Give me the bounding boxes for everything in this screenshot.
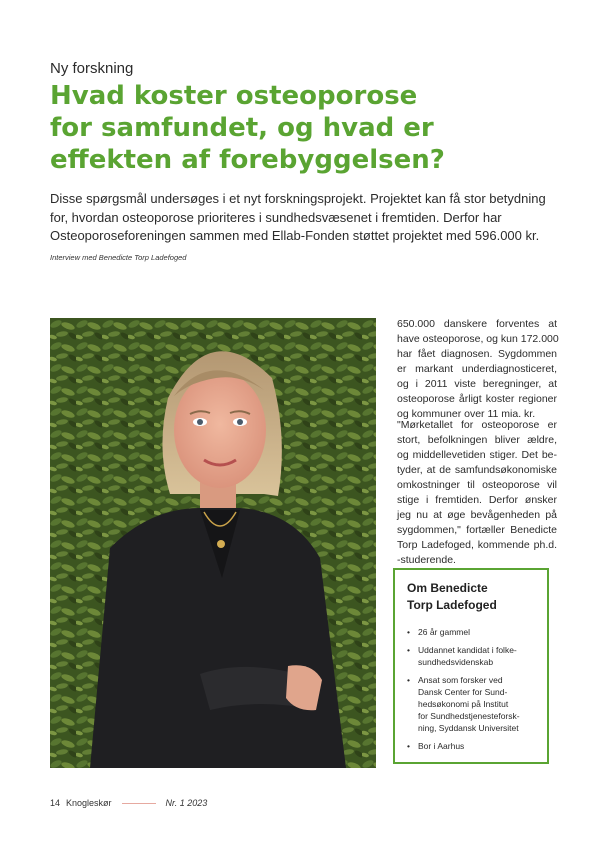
text-line: have osteoporose, og kun 172.000 xyxy=(397,333,559,345)
article-lead xyxy=(50,190,555,246)
info-box xyxy=(393,568,549,764)
text-line: sundhedsvidenskab xyxy=(418,657,494,667)
info-box-item xyxy=(407,626,537,638)
article-byline: Interview med Benedicte Torp Ladefoged xyxy=(50,253,187,262)
page-number: 14 xyxy=(50,798,61,808)
text-line: tyder, at de samfundsøkonomiske xyxy=(397,464,557,476)
text-line: • Ansat som forsker ved xyxy=(418,675,503,685)
text-line: for Sundhedstjenesteforsk- xyxy=(418,711,520,721)
text-line: Dansk Center for Sund- xyxy=(418,687,508,697)
headline-line: for samfundet, og hvad er xyxy=(50,113,434,143)
lead-line: Disse spørgsmål undersøges i et nyt forskningsprojekt. Projektet kan få stor betydning xyxy=(50,191,546,206)
text-line: osteoporose årligt koster regioner xyxy=(397,393,557,405)
text-line: -studerende. xyxy=(397,554,456,566)
headline-line: Hvad koster osteoporose xyxy=(50,81,418,111)
body-paragraph-2 xyxy=(397,418,557,568)
text-line: sygdommen," fortæller Benedicte xyxy=(397,524,557,536)
text-line: omkostninger til osteoporose vil xyxy=(397,479,557,491)
headline-line: effekten af forebyggelsen? xyxy=(50,145,445,175)
footer-divider xyxy=(122,803,156,804)
magazine-name: Knogleskør xyxy=(66,798,112,808)
body-paragraph-1 xyxy=(397,317,557,422)
text-line: Torp Ladefoged, kommende ph.d. xyxy=(397,539,557,551)
text-line: stige i fremtiden. Derfor ønsker xyxy=(397,494,557,506)
text-line: stort, befolkningen bliver ældre, xyxy=(397,434,557,446)
info-box-title: Om Benedicte Torp Ladefoged xyxy=(407,581,497,612)
info-box-item xyxy=(407,740,537,752)
lead-line: for, hvordan osteoporose prioriteres i sundhedsvæsenet i fremtiden. Derfor har xyxy=(50,209,502,225)
text-line: og kommuner over 11 mia. kr. xyxy=(397,408,536,420)
text-line: og i 2011 viste beregninger, at xyxy=(397,378,557,390)
portrait-photo xyxy=(50,318,376,768)
text-line: hedsøkonomi på Institut xyxy=(418,699,509,709)
info-box-list xyxy=(407,626,537,752)
article-kicker: Ny forskning xyxy=(50,60,134,77)
text-line: ning, Syddansk Universitet xyxy=(418,723,519,733)
text-line: jeg nu at øge bevågenheden på xyxy=(397,509,557,521)
info-box-item xyxy=(407,674,537,734)
text-line: har fået diagnosen. Sygdommen xyxy=(397,348,557,360)
info-box-item xyxy=(407,644,537,668)
article-headline xyxy=(50,80,570,176)
text-line: • 26 år gammel xyxy=(418,627,470,637)
page-footer xyxy=(50,798,207,808)
text-line: er markant underdiagnosticeret, xyxy=(397,363,557,375)
text-line: og middellevetiden stiger. Det be- xyxy=(397,449,557,461)
text-line: 650.000 danskere forventes at xyxy=(397,318,557,330)
lead-line: Osteoporoseforeningen sammen med Ellab-Fonden støttet projektet med 596.000 kr. xyxy=(50,228,540,243)
text-line: • Uddannet kandidat i folke- xyxy=(418,645,517,655)
text-line: • Bor i Aarhus xyxy=(418,741,465,751)
text-line: "Mørketallet for osteoporose er xyxy=(397,419,557,431)
issue-label: Nr. 1 2023 xyxy=(165,798,208,808)
